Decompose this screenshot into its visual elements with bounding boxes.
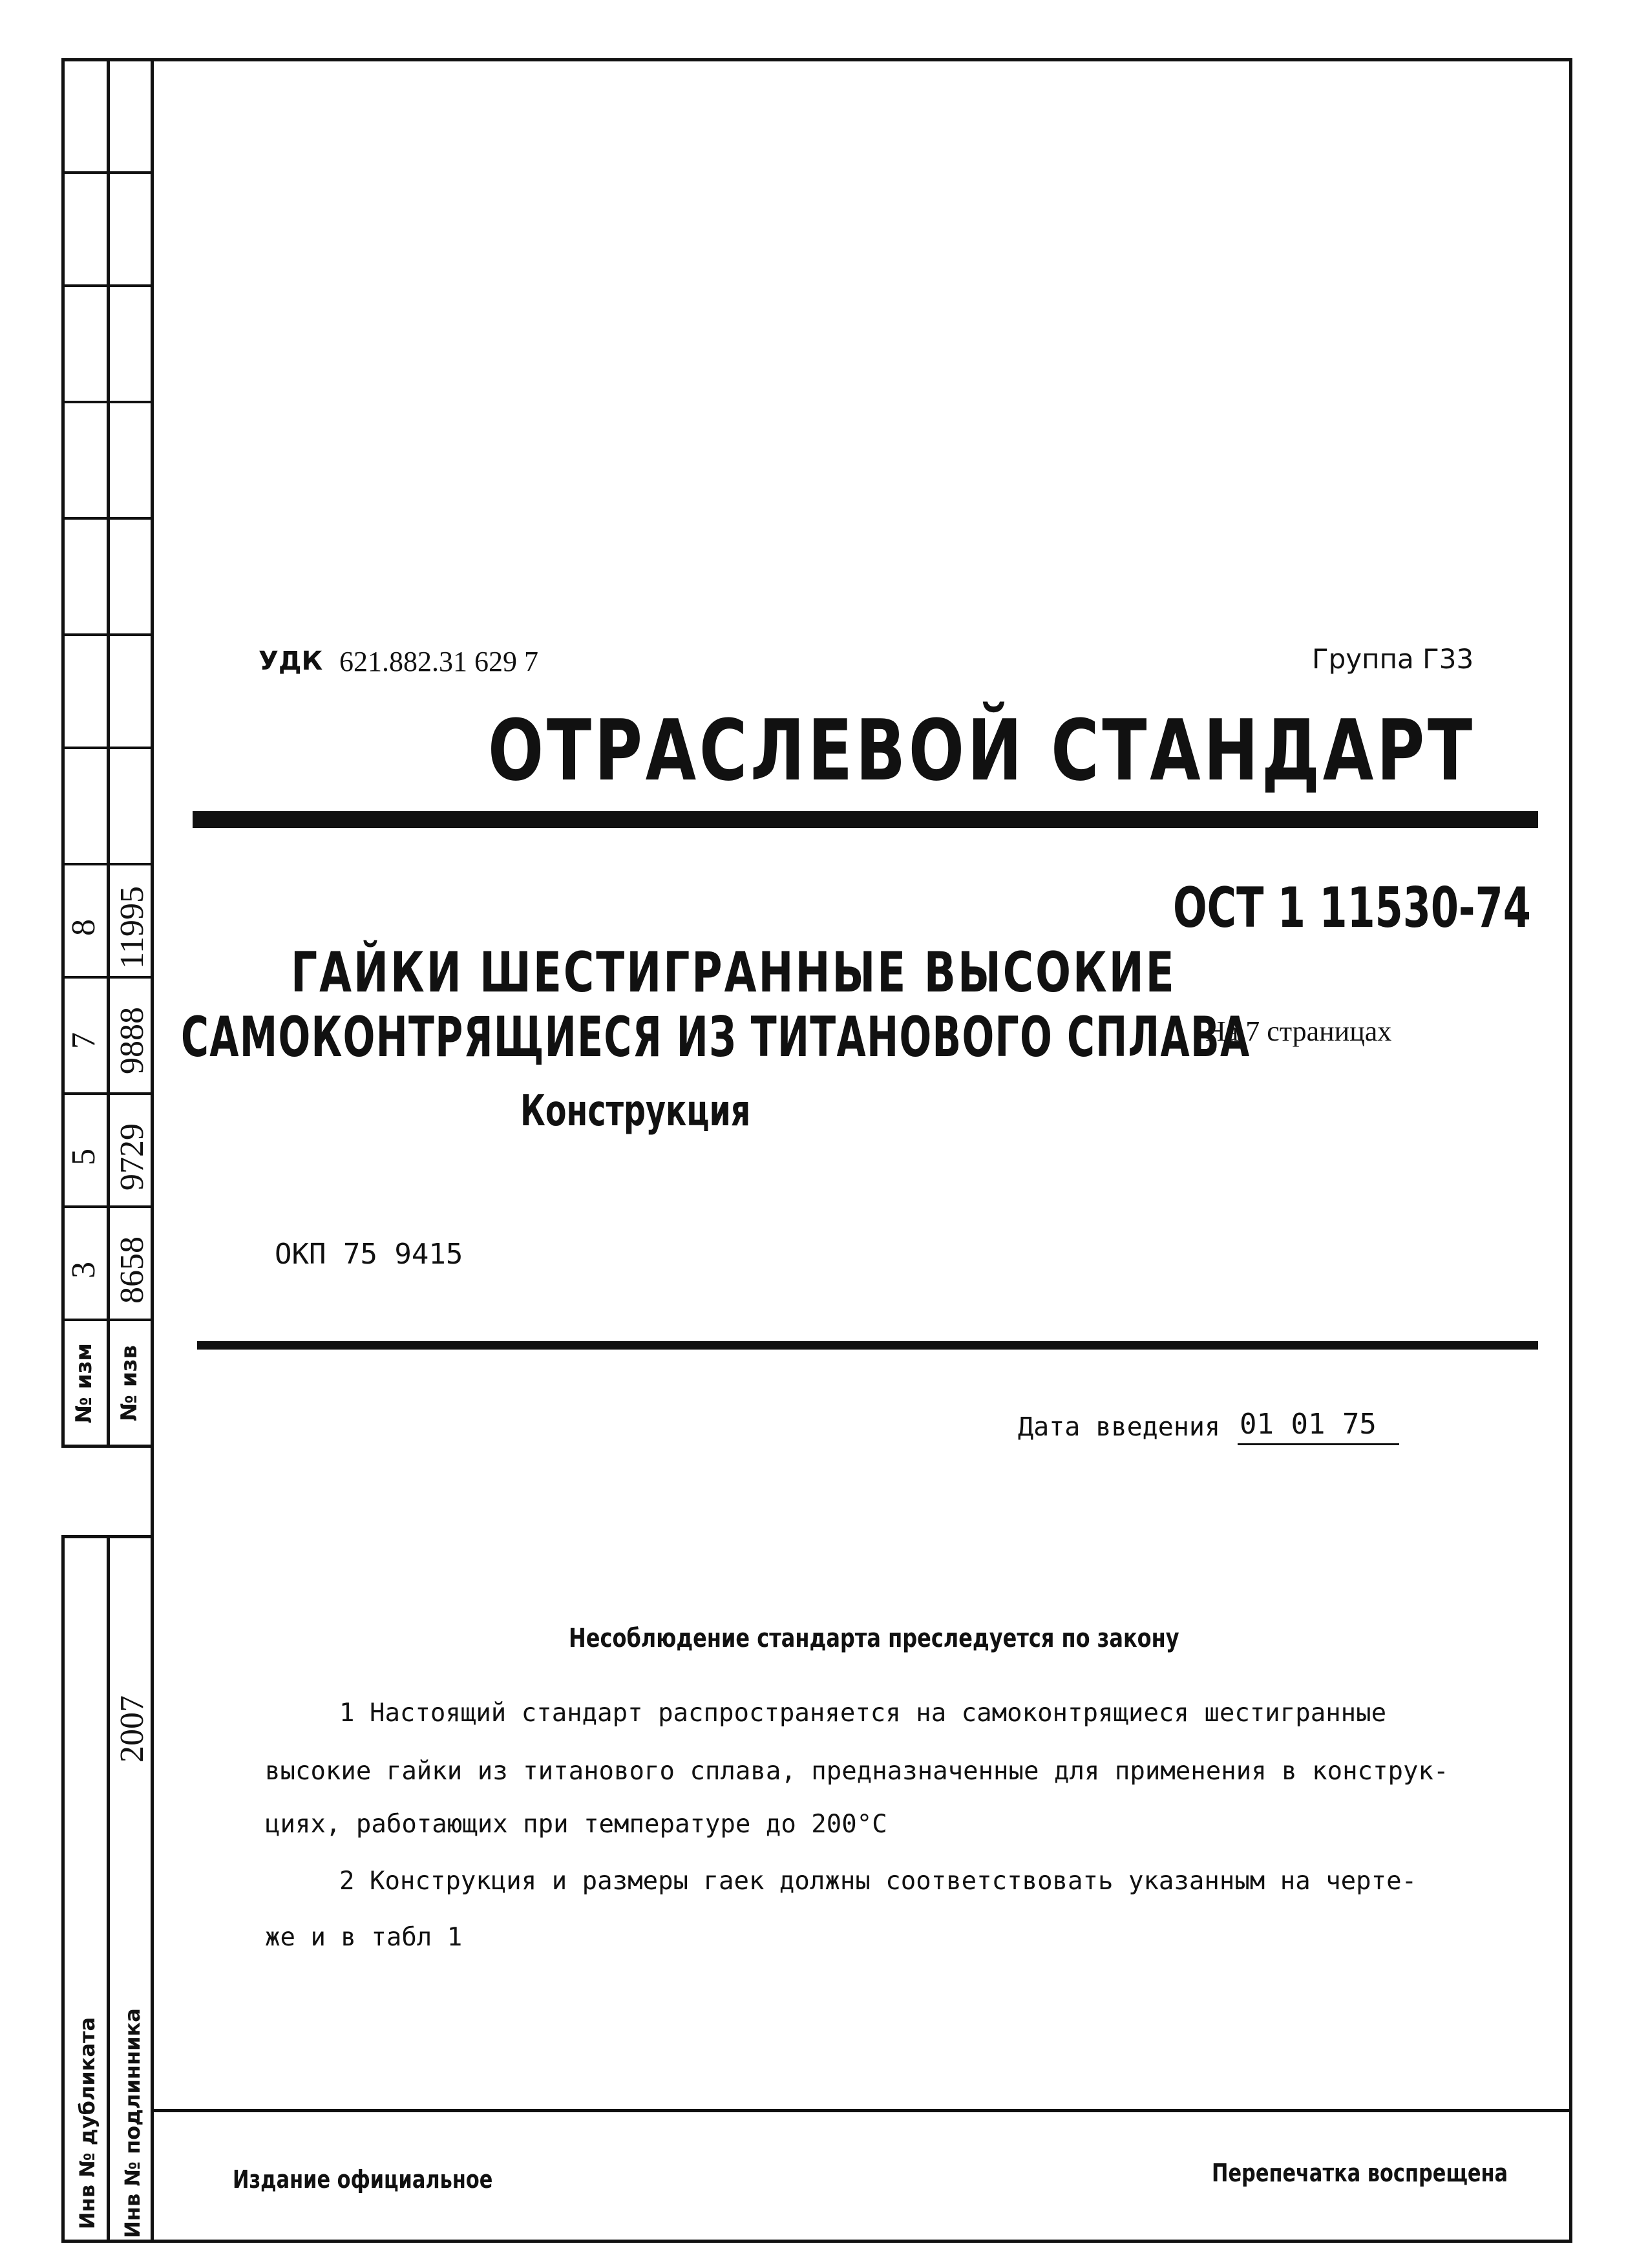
side-lower-mid xyxy=(107,1535,110,2243)
side-orig-label: Инв № подлинника xyxy=(120,2008,145,2238)
side-grid-line xyxy=(61,863,152,865)
side-izm-7: 7 xyxy=(65,1032,102,1049)
side-izm-header: № изм xyxy=(71,1342,97,1424)
side-izm-8: 8 xyxy=(65,919,102,936)
paragraph-2-line-2: же и в табл 1 xyxy=(265,1923,463,1952)
side-lower-bottom xyxy=(61,2240,152,2243)
side-izv-9888: 9888 xyxy=(114,1007,151,1074)
paragraph-1-line-2: высокие гайки из титанового сплава, предназначенные для применения в конструк- xyxy=(265,1757,1449,1786)
side-year: 2007 xyxy=(114,1695,151,1763)
side-line-top xyxy=(61,58,152,61)
product-subtitle: Конструкция xyxy=(520,1086,751,1136)
body-rule xyxy=(197,1341,1538,1350)
side-grid-line xyxy=(61,171,152,174)
footer-divider xyxy=(151,2109,1572,2112)
side-izv-8658: 8658 xyxy=(114,1236,151,1304)
page-frame xyxy=(151,58,1572,2243)
side-izv-11995: 11995 xyxy=(114,885,151,970)
okp-code: ОКП 75 9415 xyxy=(275,1238,463,1271)
footer-official-edition: Издание официальное xyxy=(233,2165,493,2194)
law-notice: Несоблюдение стандарта преследуется по закону xyxy=(569,1624,1179,1653)
side-izm-3: 3 xyxy=(65,1262,102,1278)
intro-date-label: Дата введения xyxy=(1018,1412,1221,1442)
side-grid-line xyxy=(61,633,152,636)
footer-reprint-forbidden: Перепечатка воспрещена xyxy=(1212,2159,1508,2187)
title-rule xyxy=(193,811,1538,828)
ost-code: ОСТ 1 11530-74 xyxy=(1173,876,1531,940)
side-grid-line xyxy=(61,517,152,520)
side-lower-outer xyxy=(61,1535,65,2243)
side-dup-label: Инв № дубликата xyxy=(75,2017,100,2230)
udk-label: УДК xyxy=(259,646,323,676)
paragraph-2-line-1: 2 Конструкция и размеры гаек должны соответствовать указанным на черте- xyxy=(339,1867,1417,1896)
side-lower-top xyxy=(61,1535,152,1538)
group-label: Группа Г33 xyxy=(1312,643,1474,675)
udk-value: 621.882.31 629 7 xyxy=(339,646,538,677)
intro-date-underline xyxy=(1238,1443,1399,1445)
paragraph-1-line-1: 1 Настоящий стандарт распространяется на самоконтрящиеся шестигранные xyxy=(339,1699,1387,1728)
side-izv-header: № изв xyxy=(116,1345,142,1421)
side-izm-5: 5 xyxy=(65,1149,102,1165)
side-grid-line xyxy=(61,747,152,749)
paragraph-1-line-3: циях, работающих при температуре до 200°C xyxy=(265,1810,887,1839)
product-title-line-2: САМОКОНТРЯЩИЕСЯ ИЗ ТИТАНОВОГО СПЛАВА xyxy=(181,1005,1251,1070)
intro-date-value: 01 01 75 xyxy=(1240,1408,1377,1441)
side-grid-line xyxy=(61,284,152,287)
page-count: На 7 страницах xyxy=(1205,1015,1392,1047)
side-izv-9729: 9729 xyxy=(114,1123,151,1191)
side-grid-line xyxy=(61,401,152,403)
side-grid-line xyxy=(61,1445,152,1448)
product-title-line-1: ГАЙКИ ШЕСТИГРАННЫЕ ВЫСОКИЕ xyxy=(291,940,1176,1005)
main-title: ОТРАСЛЕВОЙ СТАНДАРТ xyxy=(488,701,1475,800)
